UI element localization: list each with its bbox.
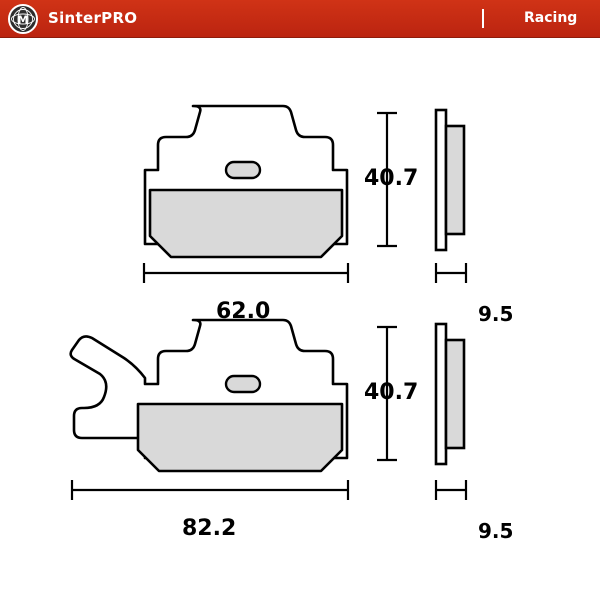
pad-bottom-group <box>71 320 347 471</box>
mm-circle-logo-icon <box>8 4 38 34</box>
header-bar <box>0 0 600 38</box>
pad-top-side-view <box>436 110 464 250</box>
pad-bottom-side-view <box>436 324 464 464</box>
dim-label-top-height: 40.7 <box>364 166 419 191</box>
pad-top-friction <box>150 190 342 257</box>
brand-name: SinterPRO <box>48 9 138 27</box>
dim-bottom-width <box>72 480 348 500</box>
dim-top-width <box>144 263 348 283</box>
dim-top-thickness <box>436 263 466 283</box>
dim-label-bottom-width: 82.2 <box>182 516 237 541</box>
dim-label-top-thickness: 9.5 <box>478 302 514 326</box>
series-name: Racing <box>524 10 578 26</box>
svg-text:M: M <box>17 13 29 27</box>
dim-label-bottom-thickness: 9.5 <box>478 519 514 543</box>
pad-bottom-friction <box>138 404 342 471</box>
pad-bottom-slot <box>226 376 260 392</box>
dim-label-top-width: 62.0 <box>216 299 271 324</box>
pad-top-group <box>145 106 347 257</box>
header-divider <box>482 9 484 28</box>
pad-top-slot <box>226 162 260 178</box>
dim-label-bottom-height: 40.7 <box>364 380 419 405</box>
dim-bottom-thickness <box>436 480 466 500</box>
technical-drawing-canvas <box>0 38 600 600</box>
